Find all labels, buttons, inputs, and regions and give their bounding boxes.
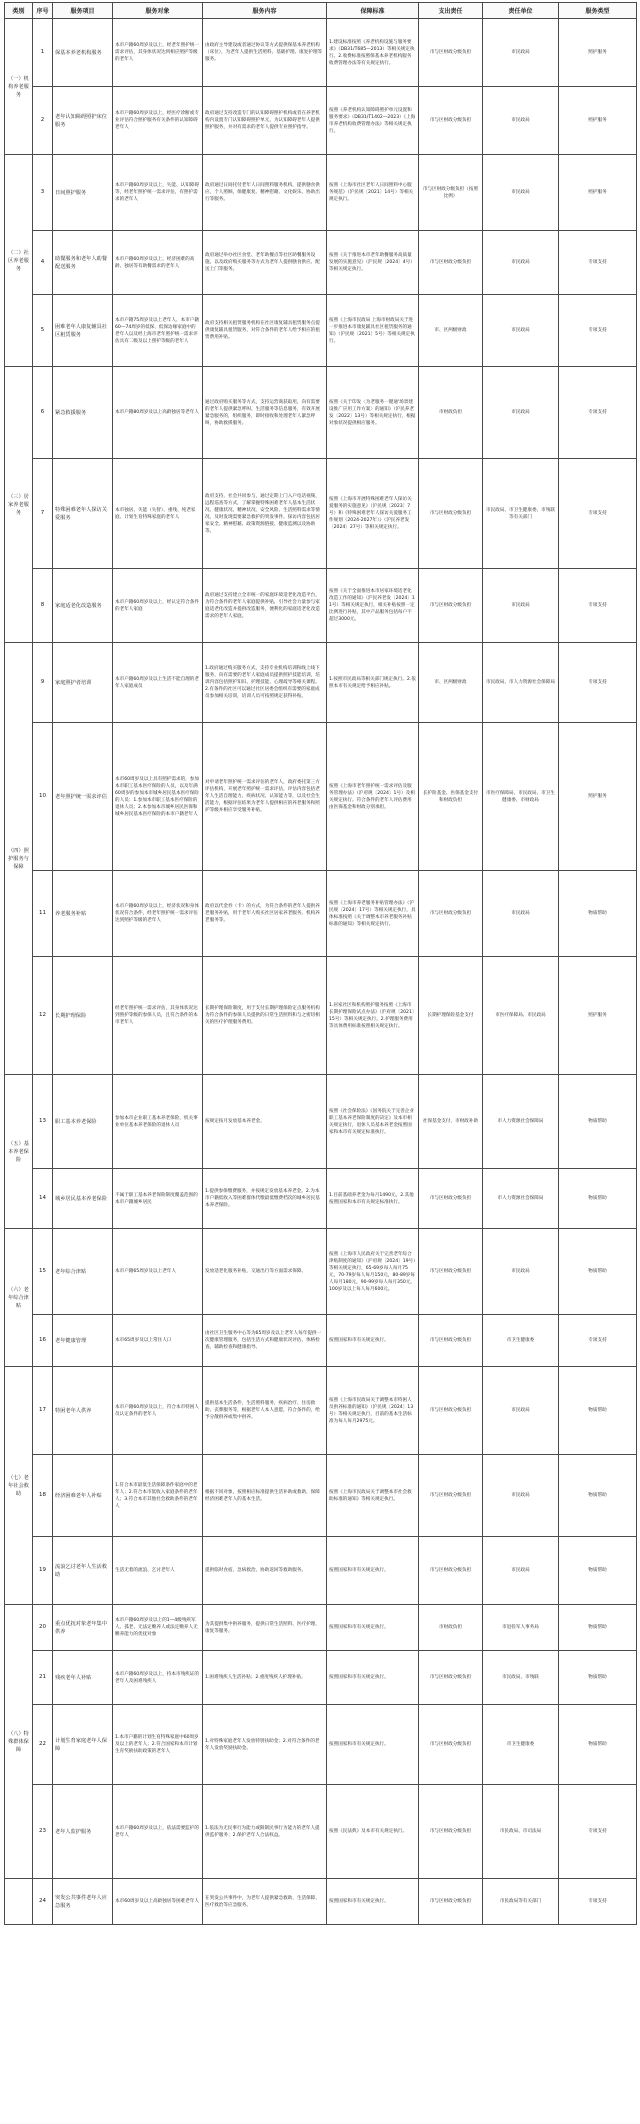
category-cell: （七）老年社会救助 [5, 1367, 33, 1605]
service-type: 专项支持 [559, 1315, 637, 1367]
service-target: 本市60周岁及以上高龄独居等困难老年人 [113, 1879, 203, 1925]
header-unit: 责任单位 [483, 3, 559, 19]
payment-responsibility: 市与区财政分级负担 [419, 871, 483, 957]
table-row [5, 1537, 637, 1605]
table-row [5, 367, 637, 459]
table-row [5, 569, 637, 643]
row-number: 20 [33, 1605, 53, 1651]
table-body [5, 19, 637, 1925]
service-content: 政府通过支持改造专门的认知障碍照护机构或者在养老机构内设置专门认知障碍照护单元，为认知障碍老年人提供照护服务，并对有需求的老年人提供专业照护指导。 [203, 87, 327, 155]
responsible-unit: 市医疗保障局、市民政局 [483, 957, 559, 1075]
service-content: 政府支持，社会共同参与，通过定期上门入户电话视频，远程巡查等方式，了解掌握特殊困难老年人基本生活状况、健康状况、精神状况、安全风险、生活照料需求等情况，及时发现需要紧急救护的突发事件。探访内容包括居家安全、精神慰藉、政策资源链接、健康监测以及协助等。 [203, 459, 327, 569]
payment-responsibility: 市与区财政分级负担 [419, 19, 483, 87]
service-standard: 按照《社会保险法》《国务院关于完善企业职工基本养老保险制度的决定》及本市相关规定执行，退休人员基本养老金按照国家和本市有关规定标准执行。 [327, 1075, 419, 1169]
service-type: 物质帮助 [559, 1705, 637, 1785]
row-number: 8 [33, 569, 53, 643]
service-standard: 按照《上海市养老服务补贴管理办法》（沪民规〔2024〕17号）等相关规定执行，具体标准按照《关于调整本市养老服务补贴标准的通知》等相关规定执行。 [327, 871, 419, 957]
responsible-unit: 市民政局 [483, 569, 559, 643]
service-standard: 按照《上海市民政局 上海市财政局关于进一步推进本市康复辅具社区租赁服务的通知》（沪民规〔2021〕5号）等相关规定执行。 [327, 295, 419, 367]
responsible-unit: 市民政局、市卫生健康委、市残联等有关部门 [483, 459, 559, 569]
service-content: 由政府主导建设或者通过协议等方式提供保基本养老机构（床位），为老年人提供生活照料、基础护理、康复护理等服务。 [203, 19, 327, 87]
service-target: 本市独居、失能（失智）、重残、纯老家庭、计划生育特殊家庭的老年人 [113, 459, 203, 569]
service-item: 日间照护服务 [53, 155, 113, 231]
header-service-content: 服务内容 [203, 3, 327, 19]
payment-responsibility: 社保基金支付，市财政补助 [419, 1075, 483, 1169]
service-type: 物质帮助 [559, 1367, 637, 1455]
payment-responsibility: 市与区财政分级负担 [419, 1315, 483, 1367]
category-cell: （八）特殊群体保障 [5, 1605, 33, 1879]
service-target: 参加本市企业职工基本养老保险，机关事业单位基本养老保险的退休人员 [113, 1075, 203, 1169]
service-target: 本市户籍60周岁及以上，失能、认知障碍等，经老年照护统一需求评估，有照护需求的老年人 [113, 155, 203, 231]
service-item: 老年照护统一需求评估 [53, 723, 113, 871]
service-standard: 按照《上海市民政局关于调整本市特困人员供养标准的通知》（沪民规〔2024〕13号）等相关规定执行，目前的基本生活标准为每人每月2975元。 [327, 1367, 419, 1455]
service-item: 经济困难老年人补贴 [53, 1455, 113, 1537]
payment-responsibility: 市与区财政分级负担 [419, 1785, 483, 1879]
service-type: 物质帮助 [559, 1537, 637, 1605]
row-number: 14 [33, 1169, 53, 1229]
service-standard: 按照《关于印发〈为老服务一键通'场景建设推广应用工作方案〉的通知》（沪民养老发〔2022〕13号）等相关规定执行，根据对象状况提供相应服务。 [327, 367, 419, 459]
service-standard: 按照国家和市有关规定执行。 [327, 1705, 419, 1785]
table-row [5, 1315, 637, 1367]
service-type: 物质帮助 [559, 1605, 637, 1651]
payment-responsibility: 市与区财政分级负担 [419, 1229, 483, 1315]
service-target: 1.符合本市最低生活保障条件家庭中的老年人；2.符合本市低收入家庭条件的老年人；3.符合本市其他社会救助条件的老年人 [113, 1455, 203, 1537]
service-content: 1.依法为无民事行为能力或限制民事行为能力的老年人提供监护服务；2.保护老年人合法权益。 [203, 1785, 327, 1879]
service-item: 困难老年人康复辅具社区租赁服务 [53, 295, 113, 367]
row-number: 15 [33, 1229, 53, 1315]
table-row [5, 1169, 637, 1229]
service-content: 政府通过举办社区食堂、老年助餐点等社区助餐服务设施，以及政府购买服务等方式为老年人提供膳食供应、配送上门等服务。 [203, 231, 327, 295]
service-item: 助餐服务和老年人助餐配送服务 [53, 231, 113, 295]
service-target: 本市60周岁及以上具有照护需求的，参加本市职工基本医疗保险的人员，以及年满60周岁的参加本市城乡居民基本医疗保险的人员：1.参加本市职工基本医疗保险的退休人员；2.本参加本市城乡居民医保和城乡居民基本医疗保险的本市户籍老年人 [113, 723, 203, 871]
payment-responsibility: 市与区财政分级负担 [419, 1705, 483, 1785]
responsible-unit: 市民政局 [483, 367, 559, 459]
row-number: 23 [33, 1785, 53, 1879]
responsible-unit: 市民政局、市司法局 [483, 1785, 559, 1879]
service-type: 专项支持 [559, 367, 637, 459]
responsible-unit: 市民政局、市残联 [483, 1651, 559, 1705]
header-service-item: 服务项目 [53, 3, 113, 19]
row-number: 2 [33, 87, 53, 155]
row-number: 4 [33, 231, 53, 295]
service-standard: 按照《上海市老年照护统一需求评估及服务管理办法》（沪府规〔2024〕1号）及相关规定执行。符合条件的老年人评估费用由医保基金和财政分别承担。 [327, 723, 419, 871]
service-type: 照护服务 [559, 957, 637, 1075]
service-standard: 按照《上海市开展特殊困难老年人探访关爱服务的实施意见》（沪民规〔2023〕7号）和《特殊困难老年人探访关爱服务工作规划（2024-2027年）》（沪民养老发〔2024〕27号）等相关规定执行。 [327, 459, 419, 569]
service-type: 物质帮助 [559, 1455, 637, 1537]
payment-responsibility: 市与区财政分级负担 [419, 1169, 483, 1229]
table-row [5, 295, 637, 367]
row-number: 9 [33, 643, 53, 723]
table-row [5, 87, 637, 155]
service-item: 突发公共事件老年人应急服务 [53, 1879, 113, 1925]
category-cell: （一）机构养老服务 [5, 19, 33, 155]
service-type: 照护服务 [559, 19, 637, 87]
row-number: 21 [33, 1651, 53, 1705]
service-content: 1.困难残疾人生活补贴；2.重度残疾人护理补贴。 [203, 1651, 327, 1705]
responsible-unit: 市民政局 [483, 871, 559, 957]
service-content: 发放适老化服务补贴，交通出行等方面需求保障。 [203, 1229, 327, 1315]
table-row [5, 871, 637, 957]
service-content: 1.政府通过购买服务方式，支持专业机构培训和线上线下服务，向有需要的老年人家庭成员提供照护技能培训，培训内容包括照护知识、护理技能、心理疏导等相关课程。2.有条件的社区可以通过社区居委会组织有需要的家庭成员参加相关培训，培训人员可按照规定获得补贴。 [203, 643, 327, 723]
category-cell: （四）照护服务与保障 [5, 643, 33, 1075]
service-content: 提供基本生活条件，生活照料服务，疾病治疗、住房救助、丧葬服务等，根据老年人本人意愿，符合条件的，给予分散供养或集中供养。 [203, 1367, 327, 1455]
row-number: 6 [33, 367, 53, 459]
service-target: 本市户籍60周岁及以上，经济困难的高龄、独居等有助餐需求的老年人 [113, 231, 203, 295]
responsible-unit: 市医疗保障局、市民政局、市卫生健康委、市财政局 [483, 723, 559, 871]
table-row [5, 231, 637, 295]
service-target: 本市户籍60周岁及以上的1—4级残疾军人、孤老、无法定赡养人或法定赡养人无赡养能力的优抚对象 [113, 1605, 203, 1651]
service-standard: 1.居家社区和机构照护服务按照《上海市长期护理保险试点办法》（沪府规〔2021〕15号）等相关规定执行。2.护理服务费用等具体费用标准按照相关规定执行。 [327, 957, 419, 1075]
service-type: 照护服务 [559, 87, 637, 155]
service-item: 养老服务补贴 [53, 871, 113, 957]
header-category: 类别 [5, 3, 33, 19]
row-number: 7 [33, 459, 53, 569]
service-item: 老年认知障碍照护床位服务 [53, 87, 113, 155]
responsible-unit: 市民政局 [483, 1367, 559, 1455]
table-row [5, 19, 637, 87]
payment-responsibility: 市、区两级财政 [419, 643, 483, 723]
responsible-unit: 市民政局 [483, 1537, 559, 1605]
payment-responsibility: 市财政负担 [419, 367, 483, 459]
service-item: 保基本养老机构服务 [53, 19, 113, 87]
service-content: 在突发公共事件中，为老年人提供紧急救助、生活保障、医疗救治等应急服务。 [203, 1879, 327, 1925]
service-type: 专项支持 [559, 295, 637, 367]
header-service-target: 服务对象 [113, 3, 203, 19]
service-target: 不属于职工基本养老保险制度覆盖范围的本市户籍城乡居民 [113, 1169, 203, 1229]
service-type: 物质帮助 [559, 1651, 637, 1705]
service-content: 政府通过日间托付老年人日间照料服务机构，提供膳食供应、个人照顾、保健康复、精神慰藉、文化娱乐、协助出行等服务。 [203, 155, 327, 231]
responsible-unit: 市民政局 [483, 231, 559, 295]
table-row [5, 1879, 637, 1925]
responsible-unit: 市卫生健康委 [483, 1315, 559, 1367]
service-content: 通过政府购买服务等方式，支持运营商获取用，向有需要的老年人提供紧急呼叫、生活服务等信息服务，有效开展紧急服务的，组织服务，即时接收和处理老年人紧急呼叫，协助救援服务。 [203, 367, 327, 459]
service-standard: 按照《民法典》及本市有关规定执行。 [327, 1785, 419, 1879]
row-number: 3 [33, 155, 53, 231]
page [0, 2, 640, 2124]
table-row [5, 459, 637, 569]
service-target: 本市户籍60周岁及以上，符合本市特困人员认定条件的老年人 [113, 1367, 203, 1455]
service-content: 提供临时食宿、急病救治、协助返回等救助服务。 [203, 1537, 327, 1605]
responsible-unit: 市民政局 [483, 19, 559, 87]
service-content: 1.对特殊家庭老年人发放特别扶助金；2.对符合条件的老年人发放奖励扶助金。 [203, 1705, 327, 1785]
row-number: 22 [33, 1705, 53, 1785]
payment-responsibility: 市与区财政分级负担 [419, 1879, 483, 1925]
service-type: 物质帮助 [559, 1169, 637, 1229]
service-standard: 按照《养老机构认知障碍照护单元设置和服务要求》（DB31/T1402—2023）《上海市养老机构收费管理办法》等相关规定执行。 [327, 87, 419, 155]
service-type: 专项支持 [559, 459, 637, 569]
payment-responsibility: 市与区财政分级负担 [419, 1537, 483, 1605]
service-target: 本市户籍65周岁及以上老年人 [113, 1229, 203, 1315]
payment-responsibility: 市与区财政分级负担 [419, 569, 483, 643]
service-target: 本市户籍60周岁及以上，经认定符合条件的老年人家庭 [113, 569, 203, 643]
service-item: 老年健康管理 [53, 1315, 113, 1367]
payment-responsibility: 市与区财政分级负担 [419, 1367, 483, 1455]
service-type: 专项支持 [559, 643, 637, 723]
table-header-row [5, 3, 637, 19]
responsible-unit: 市民政局 [483, 1455, 559, 1537]
header-type: 服务类型 [559, 3, 637, 19]
service-item: 特殊困难老年人探访关爱服务 [53, 459, 113, 569]
table-row [5, 1075, 637, 1169]
table-row [5, 1367, 637, 1455]
service-type: 物质帮助 [559, 1229, 637, 1315]
service-standard: 按照国家和市有关规定执行。 [327, 1879, 419, 1925]
service-content: 按规定按月发放基本养老金。 [203, 1075, 327, 1169]
payment-responsibility: 市、区两级财政 [419, 295, 483, 367]
service-type: 物质帮助 [559, 871, 637, 957]
table-row [5, 1455, 637, 1537]
table-row [5, 155, 637, 231]
payment-responsibility: 市财政负担 [419, 1605, 483, 1651]
service-content: 政府以代金券（卡）的方式，为符合条件的老年人提供养老服务补贴，用于老年人购买社区居家养老服务、机构养老服务等。 [203, 871, 327, 957]
payment-responsibility: 长期护理保险基金支付 [419, 957, 483, 1075]
service-content: 长期护理保险制度，用于支付长期护理保险定点服务机构为符合条件的参保人员提供的日常生活照料和与之密切相关的医疗护理服务费用。 [203, 957, 327, 1075]
service-content: 对申请老年照护统一需求评估的老年人，政府委托第三方评估机构，开展老年照护统一需求评估，评估内容包括老年人生活自理能力、疾病状况、认知能力等，以及社会生活能力，根据评估结果为老年人提供相应的养老服务和照护等级并相应享受服务补贴。 [203, 723, 327, 871]
responsible-unit: 市民政局 [483, 295, 559, 367]
service-target: 本市户籍60周岁及以上，持本市残疾证的老年人及困难残疾人 [113, 1651, 203, 1705]
row-number: 16 [33, 1315, 53, 1367]
service-content: 为其提供集中供养服务，提供日常生活照料、医疗护理、康复等服务。 [203, 1605, 327, 1651]
service-target: 经老年照护统一需求评估，其身体状况达到照护等级的参保人员，且符合条件的本市老年人 [113, 957, 203, 1075]
table-row [5, 1785, 637, 1879]
table-row [5, 1229, 637, 1315]
category-cell: （二）社区养老服务 [5, 155, 33, 367]
payment-responsibility: 市与区财政分级负担 [419, 87, 483, 155]
service-content: 由社区卫生服务中心等为65周岁及以上老年人每年提供一次健康管理服务，包括生活方式和健康状况评估、体格检查、辅助检查和健康指导。 [203, 1315, 327, 1367]
service-item: 职工基本养老保险 [53, 1075, 113, 1169]
service-type: 专项支持 [559, 1785, 637, 1879]
responsible-unit: 市民政局、市人力资源社会保障局 [483, 643, 559, 723]
service-target: 本市65周岁及以上常住人口 [113, 1315, 203, 1367]
service-standard: 按照《关于全面推进本市居家环境适老化改造工作的通知》（沪民养老发〔2024〕11号）等相关规定执行，相关补贴按照一定比例进行补贴，其中产品服务包括每户不超过3000元。 [327, 569, 419, 643]
responsible-unit: 市民政局 [483, 87, 559, 155]
service-type: 物质帮助 [559, 1075, 637, 1169]
service-target: 本市户籍80周岁及以上高龄独居等老年人 [113, 367, 203, 459]
responsible-unit: 市人力资源社会保障局 [483, 1075, 559, 1169]
payment-responsibility: 市与区财政分级负担 [419, 1455, 483, 1537]
service-type: 专项支持 [559, 569, 637, 643]
service-standard: 按照国家和市有关规定执行。 [327, 1315, 419, 1367]
service-content: 根据不同对象，按照相应标准提供生活补助或救助，保障经济困难老年人的基本生活。 [203, 1455, 327, 1537]
header-number: 序号 [33, 3, 53, 19]
row-number: 13 [33, 1075, 53, 1169]
category-cell: （六）老年综合津贴 [5, 1229, 33, 1367]
payment-responsibility: 市与区财政分级负担 [419, 231, 483, 295]
service-item: 残疾老年人补贴 [53, 1651, 113, 1705]
category-cell: （五）基本养老保险 [5, 1075, 33, 1229]
responsible-unit: 市退役军人事务局 [483, 1605, 559, 1651]
service-standard: 1.按照市民政局等相关部门规定执行。2.依照本市有关规定给予相应补贴。 [327, 643, 419, 723]
row-number: 24 [33, 1879, 53, 1925]
row-number: 11 [33, 871, 53, 957]
payment-responsibility: 市与区财政分级负担 [419, 1651, 483, 1705]
payment-responsibility: 市与区财政分级负担 [419, 459, 483, 569]
responsible-unit: 市民政局 [483, 1229, 559, 1315]
service-standard: 按照国家和市有关规定执行。 [327, 1537, 419, 1605]
service-item: 老年人监护服务 [53, 1785, 113, 1879]
service-standard: 按照《上海市社区老年人日间照料中心服务规范》（沪民规〔2021〕14号）等相关规定执行。 [327, 155, 419, 231]
category-cell [5, 1879, 33, 1925]
service-item: 紧急救援服务 [53, 367, 113, 459]
service-item: 流浪乞讨老年人生活救助 [53, 1537, 113, 1605]
service-standard-table [4, 2, 637, 1925]
service-standard: 1.目前基础养老金为每月1490元。2.其他按照国家和本市有关规定标准执行。 [327, 1169, 419, 1229]
service-item: 重点优抚对象老年集中供养 [53, 1605, 113, 1651]
service-standard: 按照《上海市人民政府关于完善老年综合津贴制度的通知》（沪府规〔2024〕19号）等相关规定执行，65-69岁每人每月75元，70-79岁每人每月150元，80-89岁每人每月180元，90-99岁每人每月350元，100岁及以上每人每月600元。 [327, 1229, 419, 1315]
row-number: 5 [33, 295, 53, 367]
service-item: 老年综合津贴 [53, 1229, 113, 1315]
row-number: 10 [33, 723, 53, 871]
table-row [5, 957, 637, 1075]
table-row [5, 643, 637, 723]
service-content: 1.提供参保缴费服务，并按规定发放基本养老金。2.为本市户籍低收入等困难群体代缴最低缴费档次的城乡居民基本养老保险。 [203, 1169, 327, 1229]
service-standard: 按照国家和市有关规定执行。 [327, 1605, 419, 1651]
service-standard: 1.建设标准按照《养老机构设施与服务要求》（DB31/T685—2013）等相关规定执行。2.收费标准按照保基本养老机构服务收费管理办法等有关规定执行。 [327, 19, 419, 87]
service-item: 长期护理保险 [53, 957, 113, 1075]
service-target: 生活无着的流浪、乞讨老年人 [113, 1537, 203, 1605]
service-type: 照护服务 [559, 155, 637, 231]
responsible-unit: 市人力资源社会保障局 [483, 1169, 559, 1229]
header-standard: 保障标准 [327, 3, 419, 19]
service-type: 专项支持 [559, 1879, 637, 1925]
responsible-unit: 市民政局等有关部门 [483, 1879, 559, 1925]
table-row [5, 1651, 637, 1705]
service-content: 政府通过支持建立全市统一的家庭环境适老化改造平台，为符合条件的老年人家庭提供补贴，引导社会力量参与家庭适老化改造并提供改造服务，便利化的家庭适老化改造需求的老年人家庭。 [203, 569, 327, 643]
service-item: 特困老年人供养 [53, 1367, 113, 1455]
responsible-unit: 市民政局 [483, 155, 559, 231]
service-standard: 按照国家和市有关规定执行。 [327, 1651, 419, 1705]
service-type: 专项支持 [559, 231, 637, 295]
row-number: 1 [33, 19, 53, 87]
service-item: 家庭照护者培训 [53, 643, 113, 723]
service-standard: 按照《上海市民政局关于调整本市社会救助标准的通知》等相关规定执行。 [327, 1455, 419, 1537]
service-standard: 按照《关于推进本市老年助餐服务高质量发展的实施意见》（沪民规〔2024〕4号）等相关规定执行。 [327, 231, 419, 295]
table-row [5, 723, 637, 871]
service-target: 本市户籍75周岁及以上老年人、本市户籍60—74周岁的低保、低保边缘家庭中的老年人以及经上海市老年照护统一需求评估具有二级及以上照护等级的老年人 [113, 295, 203, 367]
table-row [5, 1605, 637, 1651]
service-target: 本市户籍60周岁及以上生活不能自理的老年人家庭成员 [113, 643, 203, 723]
service-type: 照护服务 [559, 723, 637, 871]
row-number: 19 [33, 1537, 53, 1605]
row-number: 18 [33, 1455, 53, 1537]
service-item: 家庭适老化改造服务 [53, 569, 113, 643]
service-content: 政府支持相关租赁服务机构在社区康复辅具租赁服务点提供康复辅具租赁服务，对符合条件的老年人给予相应的租赁费用补贴。 [203, 295, 327, 367]
category-cell: （三）居家养老服务 [5, 367, 33, 643]
service-item: 城乡居民基本养老保险 [53, 1169, 113, 1229]
header-payment: 支出责任 [419, 3, 483, 19]
responsible-unit: 市卫生健康委 [483, 1705, 559, 1785]
payment-responsibility: 长护险基金、医保基金支付和财政负担 [419, 723, 483, 871]
row-number: 12 [33, 957, 53, 1075]
row-number: 17 [33, 1367, 53, 1455]
service-target: 本市户籍60周岁及以上，经医疗诊断或专业评估符合照护服务有关条件的认知障碍老年人 [113, 87, 203, 155]
service-target: 本市户籍60周岁及以上，依法需要监护的老年人 [113, 1785, 203, 1879]
service-item: 计划生育家庭老年人保障 [53, 1705, 113, 1785]
service-target: 本市户籍60周岁及以上，经济状况和身体状况符合条件，经老年照护统一需求评估达到照护等级的老年人 [113, 871, 203, 957]
service-target: 本市户籍60周岁及以上，经老年照护统一需求评估，其身体状况达到相应照护等级的老年人 [113, 19, 203, 87]
table-row [5, 1705, 637, 1785]
payment-responsibility: 市与区财政分级负担（按照比例） [419, 155, 483, 231]
service-target: 1.本市户籍的计划生育特殊家庭中60周岁及以上的老年人；2.符合国家和本市计划生育奖励扶助政策的老年人 [113, 1705, 203, 1785]
